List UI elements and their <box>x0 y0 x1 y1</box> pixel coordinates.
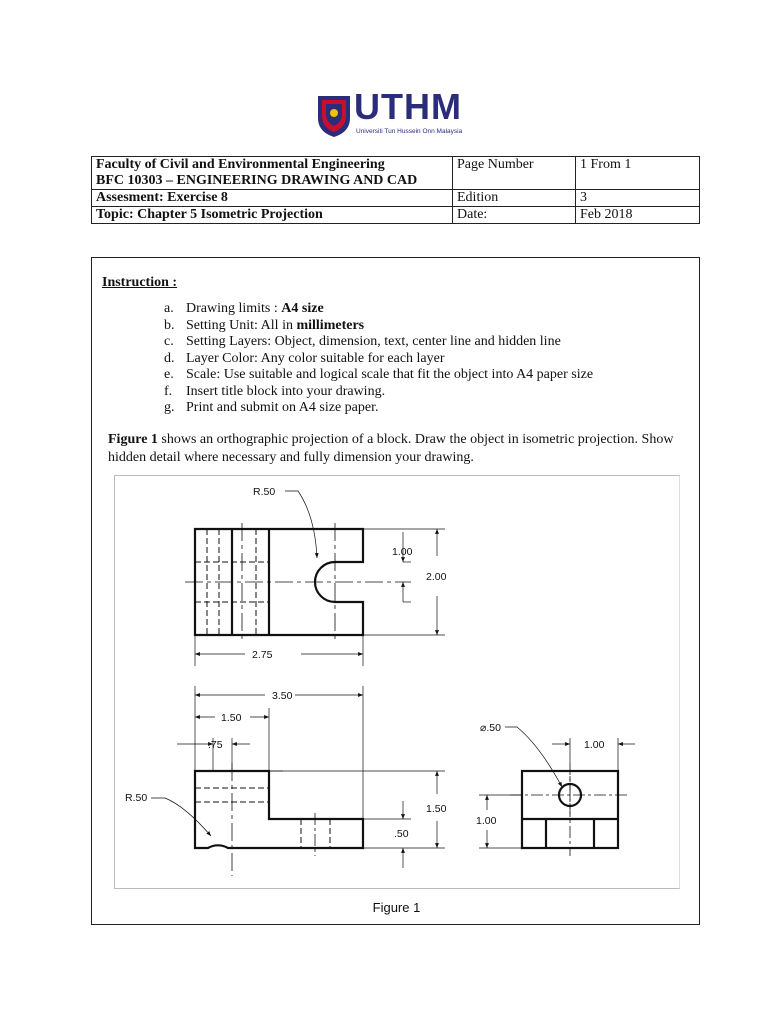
list-item: e. Scale: Use suitable and logical scale that fit the object into A4 paper size <box>164 367 594 382</box>
front-view <box>151 686 445 876</box>
faculty-course-cell <box>92 157 453 190</box>
course-name: BFC 10303 – ENGINEERING DRAWING AND CAD <box>96 173 418 188</box>
page-number-label: Page Number <box>453 157 576 190</box>
dim-label: 2.00 <box>426 571 447 583</box>
dim-label: .75 <box>208 739 223 751</box>
dim-label: R.50 <box>253 486 276 498</box>
instruction-box <box>91 257 700 925</box>
instruction-list <box>164 301 593 417</box>
dim-label: 1.00 <box>392 546 413 558</box>
list-item: g. Print and submit on A4 size paper. <box>164 400 379 415</box>
document-header-table <box>91 156 700 224</box>
side-view <box>479 727 635 856</box>
figure-frame <box>114 475 680 889</box>
list-item: a. Drawing limits : A4 size <box>164 301 324 316</box>
logo-subtitle: Universiti Tun Hussein Onn Malaysia <box>356 128 463 135</box>
top-view <box>185 491 445 666</box>
list-item: f. Insert title block into your drawing. <box>164 383 386 399</box>
dim-label: 1.50 <box>426 803 447 815</box>
figure-caption: Figure 1 <box>372 900 421 915</box>
list-item: d. Layer Color: Any color suitable for each layer <box>164 350 445 366</box>
crest-icon <box>316 94 352 138</box>
edition-label: Edition <box>453 190 576 207</box>
faculty-name: Faculty of Civil and Environmental Engineering <box>96 157 385 172</box>
instruction-title: Instruction : <box>102 275 178 290</box>
uthm-logo <box>316 86 476 142</box>
assessment-title: Assesment: Exercise 8 <box>92 190 453 207</box>
topic-title: Topic: Chapter 5 Isometric Projection <box>92 207 453 224</box>
date-label: Date: <box>453 207 576 224</box>
list-item: b. Setting Unit: All in millimeters <box>164 317 365 333</box>
date-value: Feb 2018 <box>576 207 700 224</box>
page-number-value: 1 From 1 <box>576 157 700 190</box>
figure-description: Figure 1 shows an orthographic projection of a block. Draw the object in isometric projection. Show hidden detail where necessary and fully dimension your drawing. <box>108 432 674 465</box>
orthographic-drawing <box>115 476 681 890</box>
dim-label: 2.75 <box>252 649 273 661</box>
dim-label: .50 <box>394 828 409 840</box>
logo-wordmark: UTHM <box>354 86 462 127</box>
dim-label: 1.00 <box>584 739 605 751</box>
edition-value: 3 <box>576 190 700 207</box>
list-item: c. Setting Layers: Object, dimension, text, center line and hidden line <box>164 334 561 349</box>
dim-label: 1.50 <box>221 712 242 724</box>
dim-label: R.50 <box>125 792 148 804</box>
dim-label: ⌀.50 <box>480 722 501 734</box>
dim-label: 1.00 <box>476 815 497 827</box>
dim-label: 3.50 <box>272 690 293 702</box>
